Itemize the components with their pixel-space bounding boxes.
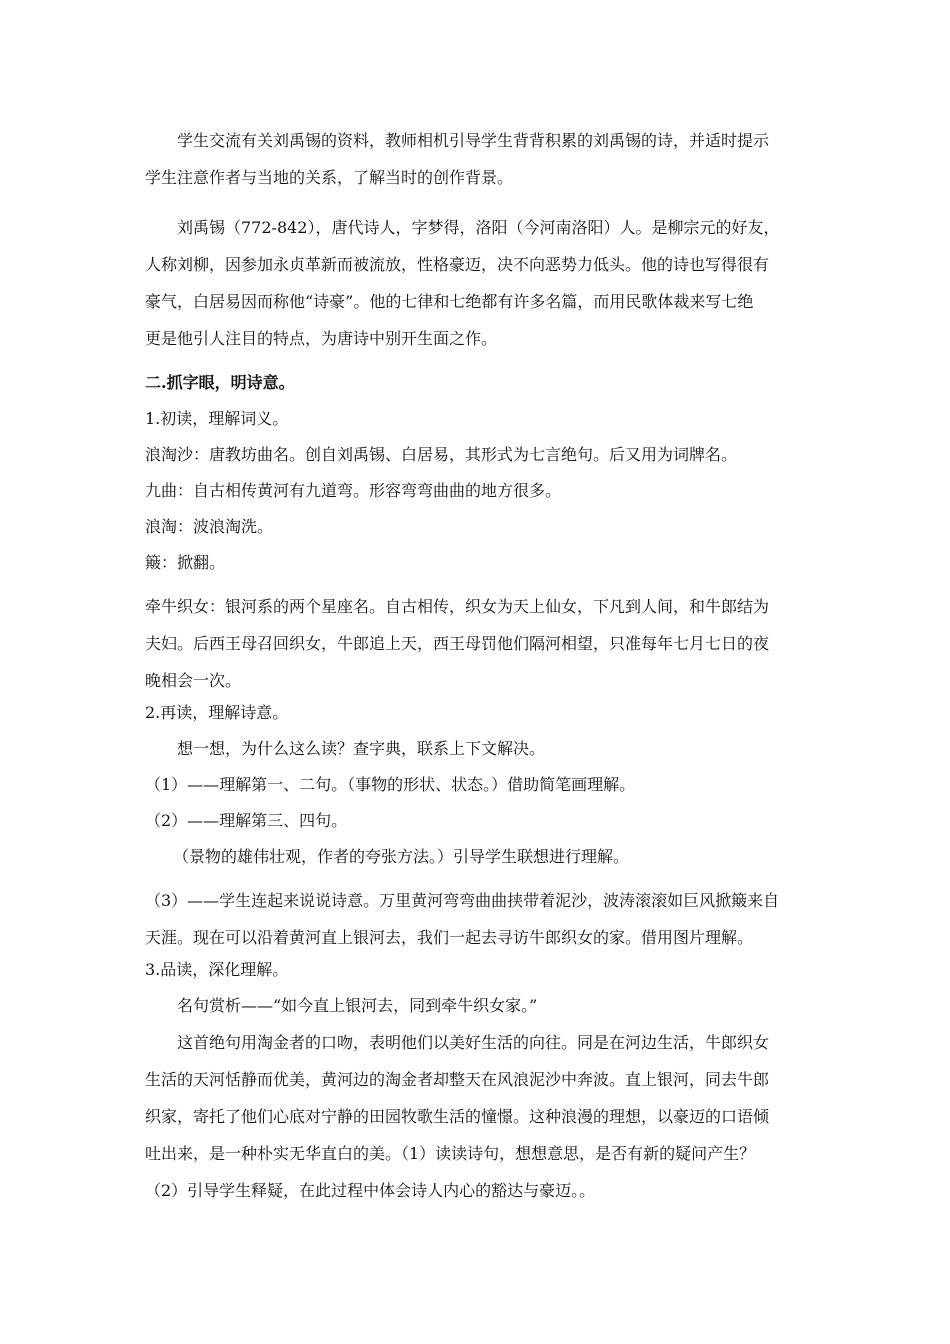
step-heading: 3.品读，深化理解。 [145, 960, 289, 979]
instruction: 想一想，为什么这么读？查字典，联系上下文解决。 [177, 739, 546, 758]
text-line: 这首绝句用淘金者的口吻，表明他们以美好生活的向往。同是在河边生活，牛郎织女 [177, 1033, 770, 1052]
text-line: 学生注意作者与当地的关系，了解当时的创作背景。 [145, 168, 514, 187]
question-item: （1）——理解第一、二句。（事物的形状、状态。）借助简笔画理解。 [145, 775, 636, 794]
question-note: （景物的雄伟壮观，作者的夸张方法。）引导学生联想进行理解。 [173, 847, 630, 866]
question-item: （2）——理解第三、四句。 [145, 811, 348, 830]
text-line: （2）引导学生释疑，在此过程中体会诗人内心的豁达与豪迈。。 [145, 1181, 596, 1200]
famous-line-heading: 名句赏析——“如今直上银河去，同到牵牛织女家。” [177, 996, 538, 1015]
text-line: 学生交流有关刘禹锡的资料，教师相机引导学生背背积累的刘禹锡的诗，并适时提示 [177, 131, 770, 150]
text-line: 天涯。现在可以沿着黄河直上银河去，我们一起去寻访牛郎织女的家。借用图片理解。 [145, 928, 754, 947]
term-definition: 簸：掀翻。 [145, 553, 226, 572]
step-heading: 1.初读，理解词义。 [145, 409, 289, 428]
step-heading: 2.再读，理解诗意。 [145, 703, 289, 722]
term-definition: 浪淘：波浪淘洗。 [145, 517, 274, 536]
analysis-paragraph [145, 1024, 810, 1209]
text-line: 更是他引人注目的特点，为唐诗中别开生面之作。 [145, 329, 498, 348]
text-line: 刘禹锡（772-842），唐代诗人，字梦得，洛阳（今河南洛阳）人。是柳宗元的好友， [177, 218, 780, 237]
section-heading: 二.抓字眼，明诗意。 [145, 373, 295, 392]
term-definition: 浪淘沙：唐教坊曲名。创自刘禹锡、白居易，其形式为七言绝句。后又用为词牌名。 [145, 445, 738, 464]
text-line: 生活的天河恬静而优美，黄河边的淘金者却整天在风浪泥沙中奔波。直上银河，同去牛郎 [145, 1070, 770, 1089]
question-item-3 [145, 882, 810, 956]
term-definition: 九曲：自古相传黄河有九道弯。形容弯弯曲曲的地方很多。 [145, 481, 562, 500]
text-line: 豪气，白居易因而称他“诗豪”。他的七律和七绝都有许多名篇，而用民歌体裁来写七绝 [145, 292, 754, 311]
document-page [145, 122, 810, 1209]
text-line: （3）——学生连起来说说诗意。万里黄河弯弯曲曲挟带着泥沙，波涛滚滚如巨风掀簸来自 [145, 891, 780, 910]
text-line: 人称刘柳，因参加永贞革新而被流放，性格豪迈，决不向恶势力低头。他的诗也写得很有 [145, 255, 770, 274]
text-line: 吐出来，是一种朴实无华直白的美。（1）读读诗句，想想意思，是否有新的疑问产生？ [145, 1144, 756, 1163]
text-line: 晚相会一次。 [145, 671, 242, 690]
text-line: 织家，寄托了他们心底对宁静的田园牧歌生活的憧憬。这种浪漫的理想，以豪迈的口语倾 [145, 1107, 770, 1126]
section-2 [145, 373, 810, 1209]
text-line: 牵牛织女：银河系的两个星座名。自古相传，织女为天上仙女，下凡到人间，和牛郎结为 [145, 597, 770, 616]
intro-paragraph-2 [145, 209, 810, 357]
term-definition-long [145, 588, 810, 699]
intro-paragraph-1 [145, 122, 810, 196]
text-line: 夫妇。后西王母召回织女，牛郎追上天，西王母罚他们隔河相望，只准每年七月七日的夜 [145, 634, 770, 653]
